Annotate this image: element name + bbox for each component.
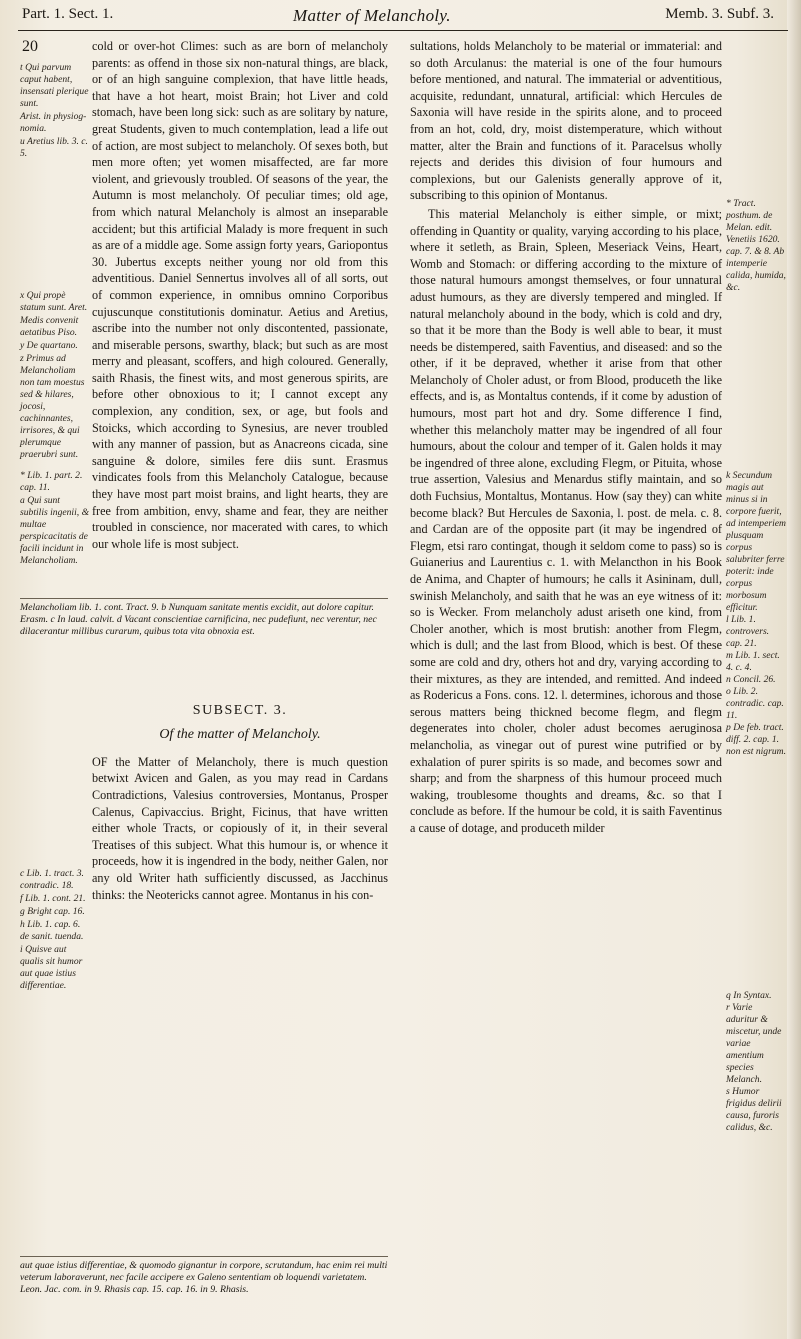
margin-note: g Bright cap. 16. — [20, 906, 85, 917]
margin-note: k Secundum magis aut minus si in corpore fuerit, ad intemperiem plusquam corpus salubriter ferre poterit: inde corpus morbosum efficitur. — [726, 470, 786, 613]
left-margin-notes-4 — [20, 868, 90, 993]
header-title: Matter of Melancholy. — [293, 6, 451, 25]
margin-note: m Lib. 1. sect. 4. c. 4. — [726, 650, 780, 673]
left-margin-notes-2 — [20, 290, 90, 462]
left-margin-notes-3 — [20, 470, 90, 568]
left-margin-notes-1 — [20, 62, 90, 161]
header-part-section: Part. 1. Sect. 1. — [22, 6, 114, 22]
header-member-subsection: Memb. 3. Subf. 3. — [665, 6, 774, 22]
left-text-column — [92, 38, 388, 905]
footnotes-bottom — [20, 1256, 388, 1296]
right-margin-notes-1 — [726, 198, 786, 294]
margin-note: o Lib. 2. contradic. cap. 11. — [726, 686, 784, 721]
margin-note: Medis convenit aetatibus Piso. — [20, 315, 79, 338]
margin-note: i Quisve aut qualis sit humor aut quae istius differentiae. — [20, 944, 83, 991]
margin-note: a Qui sunt subtilis ingenii, & multae perspicacitatis de facili incidunt in Melancholiam. — [20, 495, 90, 566]
running-header — [18, 0, 788, 31]
footnote-text: aut quae istius differentiae, & quomodo gignantur in corpore, scrutandum, hac enim rei multi veterum laboraverunt, nec facile accipere ex Galeno sententiam ob loquendi varietatem. Leon. Jac. com. in 9. Rhasis cap. 15. cap. 16. in 9. Rhasis. — [20, 1260, 388, 1295]
margin-note: * Lib. 1. part. 2. cap. 11. — [20, 470, 83, 493]
margin-note: n Concil. 26. — [726, 674, 776, 685]
margin-note: q In Syntax. — [726, 990, 772, 1001]
margin-note: s Humor frigidus delirii causa, furoris calidus, &c. — [726, 1086, 782, 1133]
margin-note: u Aretius lib. 3. c. 5. — [20, 136, 88, 159]
margin-note: r Varie aduritur & miscetur, unde variae amentium species Melanch. — [726, 1002, 782, 1085]
margin-note: h Lib. 1. cap. 6. de sanit. tuenda. — [20, 919, 84, 942]
right-margin-notes-3 — [726, 990, 786, 1134]
body-paragraph: cold or over-hot Climes: such as are born of melancholy parents: as offend in those six non-natural things, are black, or of an high sanguine complexion, that have little heads, that have a hot heart, moist Brain; hot Liver and cold stomach, have been long sick: such as are solitary by nature, great Students, given to much contemplation, lead a life out of action, are most subject to melancholy. Of sexes both, but men more often; yet women misaffected, are far more violent, and grievously troubled. Of seasons of the year, the Autumn is most melancholy. Of peculiar times; old age, from which natural Melancholy is almost an inseparable accident; but this artificial Malady is more frequent in such as are of a middle age. Some assign forty years, Gariopontus 30. Jubertus excepts neither young nor old from this adventitious. Daniel Sennertus involves all of all sorts, out of common experience, in omnibus omnino Corporibus cujuscunque constitutionis dominatur. Aetius and Aretius, ascribe into the number not only discontented, passionate, and miserable persons, swarthy, black; but such as are most merry and pleasant, scoffers, and high coloured. Generally, saith Rhasis, the finest wits, and most generous spirits, are before other obnoxious to it; I cannot except any complexion, any condition, sex, or age, but fools and Stoicks, which according to Synesius, are never troubled with any manner of passion, but as Anacreons cicada, sine sanguine & dolore, similes fere diis sunt. Erasmus vindicates fools from this Melancholy Catalogue, because they have most part moist brains, and light hearts, they are free from ambition, envy, shame and fear, they are neither troubled in conscience, nor macerated with cares, to which our whole life is most subject. — [92, 39, 388, 551]
margin-note: f Lib. 1. cont. 21. — [20, 893, 86, 904]
body-paragraph: sultations, holds Melancholy to be material or immaterial: and so doth Arculanus: the material is one of the four humours before mentioned, and natural. The immaterial or adventitious, acquisite, redundant, unnatural, artificial: which Hercules de Saxonia will have reside in the spirits alone, and to proceed from an hot, cold, dry, moist distemperature, which without matter, alter the Brain and functions of it. Paracelsus wholly rejects and derides this division of four humours and complexions, but our Galenists generally approve of it, subscribing to this opinion of Montanus. — [410, 39, 722, 203]
body-paragraph: OF the Matter of Melancholy, there is much question betwixt Avicen and Galen, as you may read in Cardans Contradictions, Valesius controversies, Montanus, Prosper Calenus, Capivaccius. Bright, Ficinus, that have written either whole Tracts, or copiously of it, in their several Treatises of this subject. What this humour is, or whence it proceeds, how it is ingendred in the body, neither Galen, nor any old Writer hath sufficiently discussed, as Jacchinus thinks: the Neotericks cannot agree. Montanus in his con- — [92, 754, 388, 902]
page-number: 20 — [22, 38, 38, 55]
margin-note: p De feb. tract. diff. 2. cap. 1. non est nigrum. — [726, 722, 786, 757]
margin-note: c Lib. 1. tract. 3. contradic. 18. — [20, 868, 84, 891]
body-paragraph: This material Melancholy is either simple, or mixt; offending in Quantity or quality, varying according to his place, where it setleth, as Brain, Spleen, Meseriack Veins, Heart, Womb and Stomach: or differing according to the mixture of those natural humours amongst themselves, or four unnatural adust humours, as they are diversly tempered and mingled. If natural melancholy abound in the body, which is cold and dry, so that it be more than the Body is well able to bear, it must needs be distempered, saith Faventius, and diseased: and so the other, if it be depraved, whether it arise from that other Melancholy of Choler adust, or from Blood, produceth the like effects, and is, as Montaltus contends, if it come by adustion of humours, most part hot and dry. Some difference I find, whether this melancholy matter may be ingendred of all four humours, about the colour and temper of it. Galen holds it may be ingendred of three alone, excluding Flegm, or Pituita, whose true assertion, Valesius and Menardus stifly maintain, and so doth Fuchsius, Montaltus, Montanus. How (say they) can white become black? But Hercules de Saxonia, l. post. de mela. c. 8. and Cardan are of the opposite part (it may be ingendred of Flegm, etsi raro contingat, though it seldom come to pass) so is Guianerius and Laurentius c. 1. with Melancthon in his Book de Anima, and Chapter of humours; he calls it Asininam, dull, swinish Melancholy, and saith that he was an eye witness of it: so is Wecker. From melancholy adust ariseth one kind, from Choler another, which is most brutish: another from Flegm, which is dull; and the last from Blood, which is best. Of these some are cold and dry, others hot and dry, varying according to their mixtures, as they are intended, and remitted. And indeed as Rodericus a Fons. cons. 12. l. determines, ichorous and those serous matters being thickned become flegm, and flegm degenerates into choler, choler adust becomes aeruginosa melancholia, as vinegar out of purest wine putrified or by exhalation of purer spirits is so made, and becomes sowr and sharp; and from the sharpness of this humour proceed much waking, troublesome thoughts and dreams, &c. so that I conclude as before. If the humour be cold, it is saith Faventinus a cause of dotage, and produceth milder — [410, 206, 722, 835]
footnote-text: Melancholiam lib. 1. cont. Tract. 9. b Nunquam sanitate mentis excidit, aut dolore capitur. Erasm. c In laud. calvit. d Vacant conscientiae carnificina, nec pudefiunt, nec verentur, nec dilacerantur millibus curarum, quibus tota vita obnoxia est. — [20, 602, 377, 637]
subsection-heading: SUBSECT. 3. — [192, 703, 288, 719]
margin-note: * Tract. posthum. de Melan. edit. Venetiis 1620. cap. 7. & 8. Ab intemperie calida, humida, &c. — [726, 198, 786, 293]
margin-note: y De quartano. — [20, 340, 78, 351]
right-text-column — [410, 38, 722, 839]
margin-note: x Qui propè statum sunt. Aret. — [20, 290, 88, 313]
margin-note: t Qui parvum caput habent, insensati plerique sunt. — [20, 62, 89, 109]
page-edge-shadow — [787, 0, 801, 1339]
margin-note: Arist. in physiog-nomia. — [20, 111, 87, 134]
right-margin-notes-2 — [726, 470, 786, 758]
margin-note: l Lib. 1. controvers. cap. 21. — [726, 614, 770, 649]
footnotes-middle — [20, 598, 388, 638]
subsection-subtitle: Of the matter of Melancholy. — [159, 727, 321, 743]
margin-note: z Primus ad Melancholiam non tam moestus sed & hilares, jocosi, cachinnantes, irrisores, & qui plerumque praerubri sunt. — [20, 353, 85, 460]
